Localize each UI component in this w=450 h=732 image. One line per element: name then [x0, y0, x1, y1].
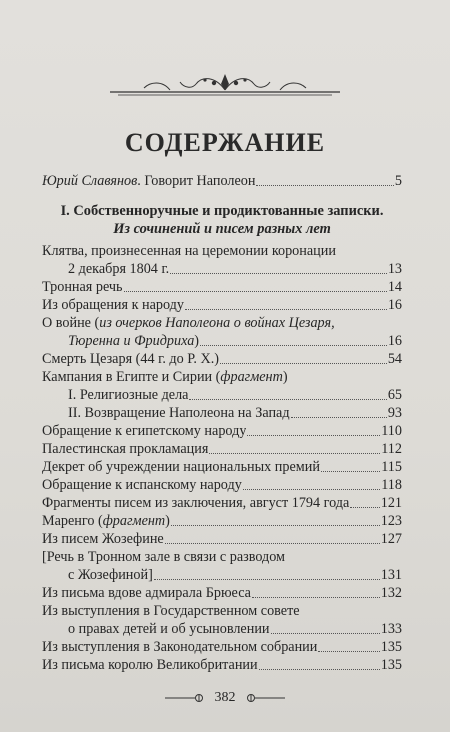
- leader-dots: [124, 290, 387, 292]
- footer-ornament-right-icon: [245, 693, 285, 703]
- footer-ornament-left-icon: [165, 693, 205, 703]
- page-ref: 132: [380, 585, 402, 601]
- intro-title: . Говорит Наполеон: [137, 173, 256, 189]
- leader-dots: [171, 524, 380, 526]
- entry-label: Из письма вдове адмирала Брюеса: [42, 585, 251, 601]
- entry-label: Декрет об учреждении национальных премий: [42, 459, 320, 475]
- toc-entry-3[interactable]: [42, 296, 402, 314]
- toc-entry-6b[interactable]: [42, 404, 402, 422]
- toc-entry-10[interactable]: [42, 476, 402, 494]
- toc-entry-15[interactable]: [42, 584, 402, 602]
- page-ref: 110: [381, 423, 402, 439]
- page-ref: 131: [380, 567, 402, 583]
- page-ref: 5: [394, 173, 402, 189]
- toc-entry-7[interactable]: [42, 422, 402, 440]
- leader-dots: [243, 488, 380, 490]
- entry-label: с Жозефиной]: [68, 567, 153, 583]
- intro-author: Юрий Славянов: [42, 173, 138, 189]
- page-ref: 123: [380, 513, 402, 529]
- leader-dots: [165, 542, 380, 544]
- entry-label: 2 декабря 1804 г.: [68, 261, 170, 277]
- page-ref: 13: [387, 261, 402, 277]
- toc-entry-1[interactable]: [42, 260, 402, 278]
- toc-entry-12[interactable]: Маренго (фрагмент) 123: [42, 513, 402, 529]
- leader-dots: [170, 272, 387, 274]
- entry-label: Из обращения к народу: [42, 297, 184, 313]
- leader-dots: [350, 506, 379, 508]
- leader-dots: [321, 470, 380, 472]
- entry-label: Тронная речь: [42, 279, 123, 295]
- page-ref: 65: [387, 387, 402, 403]
- page-ref: 14: [387, 279, 402, 295]
- page-ref: 135: [380, 657, 402, 673]
- entry-label: Обращение к испанскому народу: [42, 477, 242, 493]
- toc-entry-11[interactable]: [42, 494, 402, 512]
- entry-label: Смерть Цезаря (44 г. до Р. Х.): [42, 351, 220, 367]
- page-footer: [0, 690, 450, 706]
- toc-entry-intro[interactable]: [42, 172, 402, 190]
- table-of-contents: [42, 172, 402, 674]
- toc-entry-17[interactable]: [42, 638, 402, 656]
- leader-dots: [259, 668, 380, 670]
- leader-dots: [256, 184, 393, 186]
- leader-dots: [291, 416, 387, 418]
- toc-entry-2[interactable]: [42, 278, 402, 296]
- section-heading: I. Собственноручные и продиктованные записки.: [60, 203, 384, 219]
- toc-entry-line[interactable]: Кампания в Египте и Сирии (фрагмент): [42, 369, 288, 385]
- page-ref: 133: [380, 621, 402, 637]
- page-ref: 135: [380, 639, 402, 655]
- entry-label: Из писем Жозефине: [42, 531, 164, 547]
- toc-entry-18[interactable]: [42, 656, 402, 674]
- toc-entry-line[interactable]: Из выступления в Государственном совете: [42, 603, 300, 619]
- entry-label: Фрагменты писем из заключения, август 1794 года: [42, 495, 350, 511]
- page-ref: 121: [380, 495, 402, 511]
- toc-entry-line[interactable]: [Речь в Тронном зале в связи с разводом: [42, 549, 286, 565]
- section-subheading: Из сочинений и писем разных лет: [113, 221, 331, 237]
- toc-entry-line[interactable]: Клятва, произнесенная на церемонии коронации: [42, 243, 336, 259]
- leader-dots: [220, 362, 387, 364]
- page-ref: 54: [387, 351, 402, 367]
- entry-label: о правах детей и об усыновлении: [68, 621, 270, 637]
- toc-entry-line[interactable]: О войне (из очерков Наполеона о войнах Цезаря,: [42, 315, 335, 331]
- toc-entry-4[interactable]: Тюренна и Фридриха) 16: [68, 333, 402, 349]
- leader-dots: [185, 308, 387, 310]
- page-ref: 118: [381, 477, 402, 493]
- leader-dots: [252, 596, 380, 598]
- toc-entry-5[interactable]: [42, 350, 402, 368]
- entry-label: Из письма королю Великобритании: [42, 657, 258, 673]
- page-ref: 112: [381, 441, 402, 457]
- page-ref: 127: [380, 531, 402, 547]
- toc-entry-16[interactable]: [42, 620, 402, 638]
- toc-entry-8[interactable]: [42, 440, 402, 458]
- leader-dots: [209, 452, 380, 454]
- leader-dots: [200, 344, 387, 346]
- entry-label: Из выступления в Законодательном собрании: [42, 639, 318, 655]
- page-title: СОДЕРЖАНИЕ: [124, 128, 326, 157]
- page-ref: 115: [381, 459, 402, 475]
- toc-entry-14[interactable]: [42, 566, 402, 584]
- page-ref: 16: [387, 333, 402, 349]
- leader-dots: [271, 632, 380, 634]
- entry-label: I. Религиозные дела: [68, 387, 189, 403]
- leader-dots: [247, 434, 380, 436]
- entry-label: Палестинская прокламация: [42, 441, 209, 457]
- leader-dots: [154, 578, 380, 580]
- page-ref: 16: [387, 297, 402, 313]
- page-ref: 93: [387, 405, 402, 421]
- entry-label: II. Возвращение Наполеона на Запад: [68, 405, 290, 421]
- ornamental-header-icon: [110, 70, 340, 102]
- entry-label: Обращение к египетскому народу: [42, 423, 247, 439]
- toc-entry-13[interactable]: [42, 530, 402, 548]
- page-number: 382: [214, 690, 236, 705]
- leader-dots: [189, 398, 386, 400]
- toc-entry-6a[interactable]: [42, 386, 402, 404]
- toc-entry-9[interactable]: [42, 458, 402, 476]
- leader-dots: [318, 650, 379, 652]
